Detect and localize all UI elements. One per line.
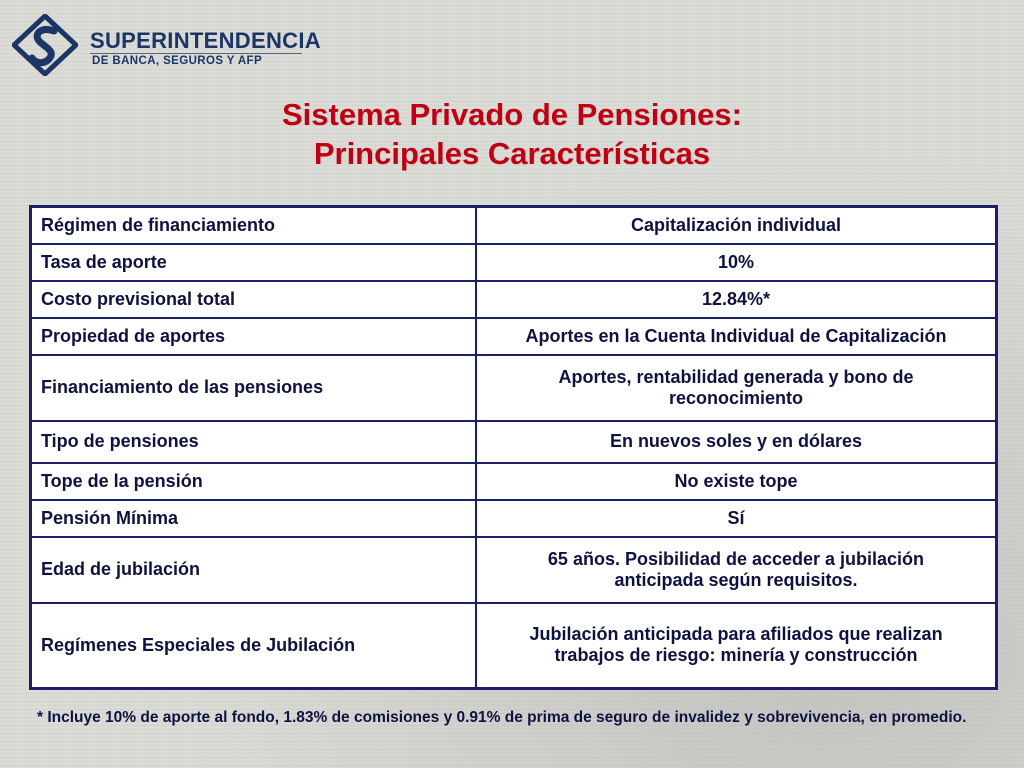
slide-title-line2: Principales Características: [313, 136, 711, 171]
row-label: Financiamiento de las pensiones: [31, 355, 477, 421]
row-value: 12.84%*: [476, 281, 997, 318]
row-label: Pensión Mínima: [31, 500, 477, 537]
table-row: [31, 207, 997, 244]
table-row: [31, 281, 997, 318]
table-row: [31, 463, 997, 500]
row-value: 65 años. Posibilidad de acceder a jubilación anticipada según requisitos.: [476, 537, 997, 603]
slide-title: [0, 95, 1024, 173]
table-row: [31, 244, 997, 281]
row-label: Tope de la pensión: [31, 463, 477, 500]
table-row: [31, 500, 997, 537]
table-row: [31, 603, 997, 689]
row-value: Jubilación anticipada para afiliados que realizan trabajos de riesgo: minería y construcción: [476, 603, 997, 689]
slide-title-line1: Sistema Privado de Pensiones:: [281, 97, 742, 132]
row-value: 10%: [476, 244, 997, 281]
row-label: Costo previsional total: [31, 281, 477, 318]
sbs-logo: [12, 14, 321, 76]
logo-title: SUPERINTENDENCIA: [90, 28, 321, 53]
row-value: Aportes, rentabilidad generada y bono de reconocimiento: [476, 355, 997, 421]
row-value: Capitalización individual: [476, 207, 997, 244]
table-row: [31, 537, 997, 603]
row-label: Edad de jubilación: [31, 537, 477, 603]
row-value: En nuevos soles y en dólares: [476, 421, 997, 463]
row-label: Propiedad de aportes: [31, 318, 477, 355]
row-label: Régimen de financiamiento: [31, 207, 477, 244]
pension-features-table: [29, 205, 998, 690]
table-row: [31, 355, 997, 421]
row-label: Regímenes Especiales de Jubilación: [31, 603, 477, 689]
logo-subtitle: DE BANCA, SEGUROS Y AFP: [92, 55, 263, 67]
table-row: [31, 318, 997, 355]
footnote: * Incluye 10% de aporte al fondo, 1.83% de comisiones y 0.91% de prima de seguro de invalidez y sobrevivencia, en promedio.: [37, 709, 967, 726]
row-value: Sí: [476, 500, 997, 537]
logo-divider: [90, 53, 302, 54]
sbs-logo-mark-icon: [12, 14, 78, 76]
row-value: No existe tope: [476, 463, 997, 500]
row-label: Tasa de aporte: [31, 244, 477, 281]
row-value: Aportes en la Cuenta Individual de Capitalización: [476, 318, 997, 355]
row-label: Tipo de pensiones: [31, 421, 477, 463]
table-row: [31, 421, 997, 463]
